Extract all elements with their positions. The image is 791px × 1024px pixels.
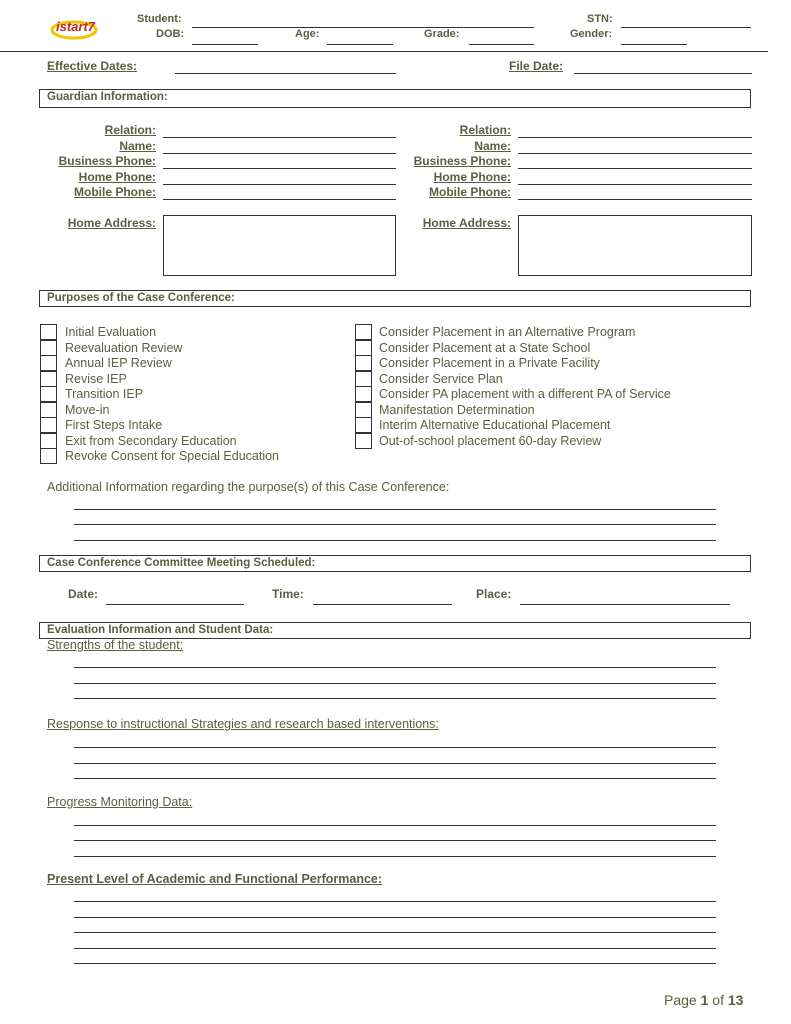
meeting-section-header [39, 555, 751, 572]
guardian2-mobile-phone-label: Mobile Phone: [429, 185, 511, 199]
guardian2-relation-label: Relation: [459, 123, 511, 137]
meeting-place-field[interactable] [520, 604, 730, 605]
additional-info-line[interactable] [74, 540, 716, 541]
response-line[interactable] [74, 778, 716, 779]
guardian1-mobile-phone-field[interactable] [163, 199, 396, 200]
effective-dates-label: Effective Dates: [47, 59, 138, 73]
purpose-label: Move-in [65, 403, 110, 417]
purpose-label: Consider Placement in a Private Facility [379, 356, 600, 370]
of-word: of [712, 992, 724, 1008]
page-number [664, 992, 743, 1008]
purpose-checkbox[interactable] [355, 324, 372, 340]
purpose-label: Revise IEP [65, 372, 127, 386]
guardian2-business-phone-label: Business Phone: [413, 154, 511, 168]
purpose-label: Annual IEP Review [65, 356, 172, 370]
stn-label: STN: [587, 13, 613, 25]
guardian1-mobile-phone-label: Mobile Phone: [74, 185, 156, 199]
present-level-line[interactable] [74, 917, 716, 918]
response-label: Response to instructional Strategies and research based interventions: [47, 717, 439, 731]
purpose-label: Consider PA placement with a different PA of Service [379, 387, 671, 401]
istart7-logo [50, 14, 98, 42]
stn-field[interactable] [621, 27, 751, 28]
purpose-checkbox[interactable] [40, 433, 57, 449]
file-date-label: File Date: [509, 59, 564, 73]
purpose-checkbox[interactable] [355, 417, 372, 433]
guardian1-business-phone-field[interactable] [163, 168, 396, 169]
meeting-place-label: Place: [476, 587, 512, 601]
guardian1-relation-field[interactable] [163, 137, 396, 138]
purpose-checkbox[interactable] [40, 355, 57, 371]
purpose-label: First Steps Intake [65, 418, 163, 432]
purpose-checkbox[interactable] [355, 371, 372, 387]
purpose-checkbox[interactable] [40, 402, 57, 418]
strengths-line[interactable] [74, 667, 716, 668]
guardian1-name-label: Name: [119, 139, 156, 153]
purpose-checkbox[interactable] [40, 386, 57, 402]
age-label: Age: [295, 28, 320, 40]
purpose-label: Consider Placement in an Alternative Program [379, 325, 636, 339]
present-level-line[interactable] [74, 963, 716, 964]
present-level-line[interactable] [74, 932, 716, 933]
guardian2-home-phone-field[interactable] [518, 184, 752, 185]
file-date-field[interactable] [574, 73, 752, 74]
purpose-label: Initial Evaluation [65, 325, 157, 339]
page-current: 1 [700, 992, 709, 1008]
purpose-checkbox[interactable] [355, 355, 372, 371]
evaluation-section-title: Evaluation Information and Student Data: [47, 624, 274, 636]
meeting-time-field[interactable] [313, 604, 452, 605]
purpose-label: Manifestation Determination [379, 403, 535, 417]
purpose-checkbox[interactable] [40, 324, 57, 340]
guardian1-address-field[interactable] [163, 215, 396, 276]
guardian2-address-field[interactable] [518, 215, 752, 276]
meeting-date-label: Date: [68, 587, 99, 601]
guardian1-address-label: Home Address: [67, 216, 156, 230]
page-word: Page [664, 992, 697, 1008]
guardian1-business-phone-label: Business Phone: [58, 154, 156, 168]
guardian-section-header [39, 89, 751, 108]
guardian2-mobile-phone-field[interactable] [518, 199, 752, 200]
purpose-label: Interim Alternative Educational Placement [379, 418, 611, 432]
page-total: 13 [727, 992, 744, 1008]
progress-line[interactable] [74, 840, 716, 841]
progress-label: Progress Monitoring Data: [47, 795, 193, 809]
purpose-checkbox[interactable] [40, 371, 57, 387]
guardian2-name-label: Name: [474, 139, 511, 153]
guardian2-name-field[interactable] [518, 153, 752, 154]
guardian-section-title: Guardian Information: [47, 91, 168, 103]
additional-info-label: Additional Information regarding the purpose(s) of this Case Conference: [47, 480, 450, 494]
meeting-section-title: Case Conference Committee Meeting Scheduled: [47, 557, 316, 569]
purpose-label: Consider Placement at a State School [379, 341, 591, 355]
purpose-checkbox[interactable] [40, 448, 57, 464]
evaluation-section-header [39, 622, 751, 639]
purpose-label: Out-of-school placement 60-day Review [379, 434, 602, 448]
purposes-section-header [39, 290, 751, 307]
progress-line[interactable] [74, 856, 716, 857]
response-line[interactable] [74, 747, 716, 748]
additional-info-line[interactable] [74, 524, 716, 525]
purpose-label: Consider Service Plan [379, 372, 503, 386]
guardian2-address-label: Home Address: [422, 216, 511, 230]
strengths-line[interactable] [74, 683, 716, 684]
strengths-line[interactable] [74, 698, 716, 699]
purpose-checkbox[interactable] [355, 386, 372, 402]
gender-label: Gender: [570, 28, 613, 40]
purposes-section-title: Purposes of the Case Conference: [47, 292, 235, 304]
meeting-date-field[interactable] [106, 604, 244, 605]
dob-label: DOB: [156, 28, 185, 40]
guardian1-relation-label: Relation: [104, 123, 156, 137]
purpose-checkbox[interactable] [355, 433, 372, 449]
present-level-label: Present Level of Academic and Functional Performance: [47, 872, 383, 886]
purpose-label: Reevaluation Review [65, 341, 183, 355]
student-field[interactable] [192, 27, 534, 28]
additional-info-line[interactable] [74, 509, 716, 510]
present-level-line[interactable] [74, 901, 716, 902]
strengths-label: Strengths of the student: [47, 638, 184, 652]
guardian1-name-field[interactable] [163, 153, 396, 154]
response-line[interactable] [74, 763, 716, 764]
gender-field[interactable] [621, 44, 687, 45]
purpose-label: Exit from Secondary Education [65, 434, 237, 448]
purpose-label: Transition IEP [65, 387, 144, 401]
guardian2-home-phone-label: Home Phone: [433, 170, 511, 184]
guardian2-business-phone-field[interactable] [518, 168, 752, 169]
student-label: Student: [137, 13, 182, 25]
purpose-checkbox[interactable] [40, 417, 57, 433]
logo-text: istart7 [56, 19, 96, 34]
purpose-checkbox[interactable] [355, 402, 372, 418]
purpose-label: Revoke Consent for Special Education [65, 449, 280, 463]
progress-line[interactable] [74, 825, 716, 826]
guardian1-home-phone-field[interactable] [163, 184, 396, 185]
present-level-line[interactable] [74, 948, 716, 949]
purpose-checkbox[interactable] [355, 340, 372, 356]
guardian2-relation-field[interactable] [518, 137, 752, 138]
header-divider [0, 51, 768, 52]
purpose-checkbox[interactable] [40, 340, 57, 356]
grade-field[interactable] [469, 44, 534, 45]
age-field[interactable] [327, 44, 393, 45]
guardian1-home-phone-label: Home Phone: [78, 170, 156, 184]
dob-field[interactable] [192, 44, 258, 45]
grade-label: Grade: [424, 28, 460, 40]
effective-dates-field[interactable] [175, 73, 396, 74]
meeting-time-label: Time: [272, 587, 304, 601]
